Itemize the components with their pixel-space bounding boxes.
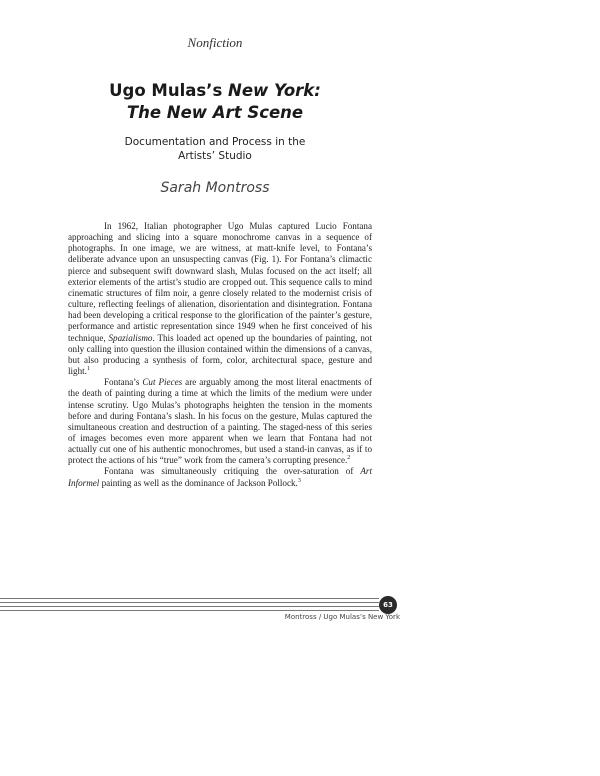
footer-rule-2 [0, 602, 379, 603]
running-footer: Montross / Ugo Mulas’s New York [284, 613, 400, 621]
footnote-ref-1: 1 [86, 366, 90, 372]
footnote-ref-2: 2 [347, 455, 351, 462]
p1-text-a: In 1962, Italian photographer Ugo Mulas captured Lucio Fontana approaching and slicing into a square monochrome canvas in a sequence of photographs. In one image, we are witness, at matt-knife level, to Fontana’s deliberate advance upon an unsuspecting canvas (Fig. 1). For Fontana’s climactic pierce and subsequent swift downward slash, Mulas focused on the act itself; all exterior elements of the artist’s studio are cropped out. This sequence calls to mind cinematic structures of film noir, a genre closely related to the modernist crisis of culture, reflecting feelings of alienation, disorientation and disintegration. Fontana had been developing a critical response to the glorification of the painter’s gesture, performance and artistic representation since 1949 when he first conceived of his technique, [68, 221, 372, 343]
p3-italic: Art Informel [68, 466, 372, 488]
article-title [100, 80, 330, 124]
p2-text-a: Fontana’s [104, 377, 143, 388]
p1-text-b: . This loaded act opened up the boundaries of painting, not only calling into question the illusion contained within the dimensions of a canvas, but also producing a synthesis of form, color, architectural space, gesture and light. [68, 332, 372, 377]
author-name: Sarah Montross [160, 180, 270, 196]
paragraph-3 [68, 466, 372, 488]
title-text: Ugo Mulas’s [109, 81, 229, 100]
footer-rule-3 [0, 606, 379, 607]
article-subtitle: Documentation and Process in the Artists’ Studio [124, 136, 306, 162]
footer-rule-4 [0, 610, 379, 611]
article-body [68, 221, 372, 489]
p2-text-b: are arguably among the most literal enactments of the death of painting during a time at which the limits of the medium were under intense scrutiny. Ugo Mulas’s photographs heighten the tension in the moments before and during Fontana’s slash. In his focus on the gesture, Mulas captured the simultaneous creation and destruction of a painting. The staged-ness of this series of images becomes even more apparent when we learn that Fontana had not actually cut one of his authentic monochromes, but used a stand-in canvas, as if to protect the actions of his “true” work from the camera’s corrupting presence. [68, 377, 372, 466]
p1-italic: Spazialismo [108, 332, 153, 343]
p3-text-a: Fontana was simultaneously critiquing the over-saturation of [104, 466, 361, 477]
title-line-2: The New Art Scene [126, 103, 304, 122]
p3-text-b: painting as well as the dominance of Jackson Pollock. [99, 477, 298, 488]
paragraph-2 [68, 377, 372, 466]
paragraph-1 [68, 221, 372, 377]
section-label: Nonfiction [187, 35, 243, 50]
title-italic-text: New York: [228, 81, 321, 100]
footnote-ref-3: 3 [297, 477, 301, 484]
footer-rule-1 [0, 598, 379, 599]
p2-italic: Cut Pieces [142, 377, 183, 388]
page-number: 63 [379, 596, 397, 614]
